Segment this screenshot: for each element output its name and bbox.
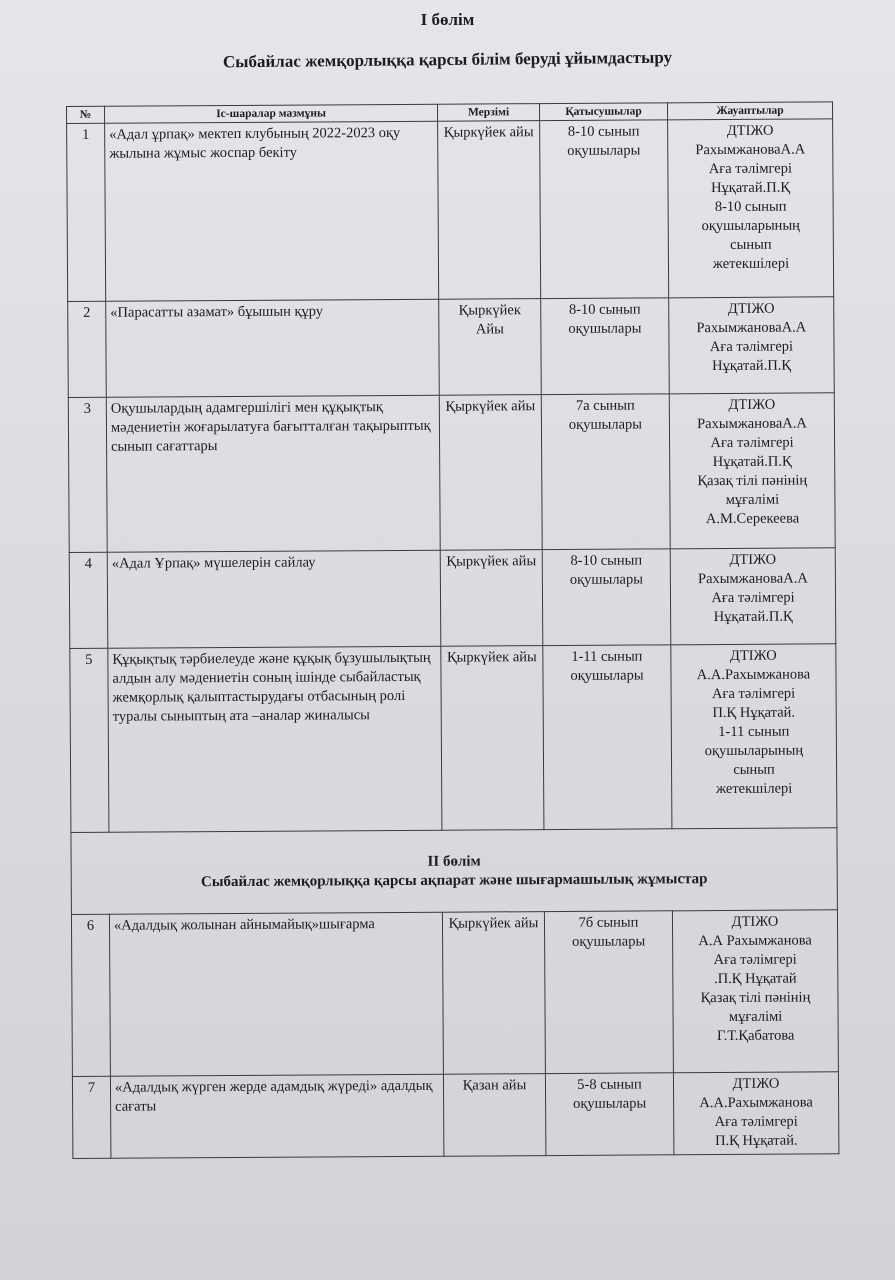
responsible-line: ДТІЖО [727, 300, 775, 317]
row-term: Қазан айы [443, 1074, 545, 1157]
row-responsible [671, 644, 837, 829]
responsible-line: Аға тәлімгері [711, 685, 796, 703]
responsible-line: Нұқатай.П.Қ [713, 608, 793, 626]
responsible-line: Аға тәлімгері [711, 589, 795, 607]
responsible-line: П.Қ Нұқатай. [712, 704, 796, 722]
responsible-line: Аға тәлімгері [713, 951, 797, 969]
row-responsible [673, 1072, 838, 1155]
row-term: Қыркүйек айы [442, 912, 545, 1075]
section-2-row [71, 828, 837, 915]
row-num: 7 [72, 1076, 111, 1158]
row-responsible [672, 910, 838, 1073]
row-content: Оқушылардың адамгершілігі мен құқықтық мәдениетін жоғарылатуға бағытталған тақырыптық сынып сағаттары [106, 395, 440, 552]
row-term: Қыркүйек Айы [439, 299, 542, 396]
responsible-line: РахымжановаА.А [696, 319, 807, 337]
header-content: Іс-шаралар мазмұны [105, 104, 438, 123]
row-participants: 7б сынып оқушылары [544, 911, 673, 1074]
row-num: 4 [69, 552, 108, 648]
section-2-title: II бөлім [427, 853, 481, 870]
row-term: Қыркүйек айы [441, 646, 544, 831]
row-participants: 8-10 сынып оқушылары [541, 298, 670, 395]
row-content: «Адалдық жолынан айнымайық»шығарма [109, 912, 443, 1076]
responsible-line: ДТІЖО [729, 647, 777, 664]
row-participants: 8-10 сынып оқушылары [540, 120, 669, 299]
responsible-line: Аға тәлімгері [714, 1113, 798, 1131]
responsible-line: Нұқатай.П.Қ [712, 357, 792, 375]
header-participants: Қатысушылар [539, 103, 667, 121]
responsible-line: РахымжановаА.А [697, 415, 807, 433]
header-num: № [67, 106, 105, 123]
header-term: Мерзімі [437, 104, 539, 122]
responsible-line: ДТІЖО [726, 122, 774, 139]
row-responsible [668, 119, 834, 298]
responsible-line: ДТІЖО [732, 1075, 780, 1092]
row-num: 2 [68, 301, 107, 397]
responsible-line: Аға тәлімгері [708, 160, 793, 178]
responsible-line: Г.Т.Қабатова [716, 1027, 795, 1045]
table-row [67, 119, 834, 302]
row-participants: 8-10 сынып оқушылары [542, 549, 671, 646]
row-responsible [669, 393, 835, 549]
responsible-line: мұғалімі [728, 1008, 783, 1025]
responsible-line: Нұқатай.П.Қ [710, 179, 791, 197]
row-content: «Адалдық жүрген жерде адамдық жүреді» адалдық сағаты [110, 1074, 443, 1158]
responsible-line: А.А.Рахымжанова [696, 666, 811, 684]
table-row [69, 548, 836, 649]
responsible-line: .П.Қ Нұқатай [714, 970, 797, 988]
row-participants: 1-11 сынып оқушылары [543, 645, 672, 830]
row-num: 6 [71, 914, 110, 1076]
header-responsible: Жауаптылар [667, 102, 832, 120]
row-participants: 7а сынып оқушылары [541, 394, 670, 550]
responsible-line: сынып [733, 761, 775, 778]
row-content: «Адал ұрпақ» мектеп клубының 2022-2023 оқу жылына жұмыс жоспар бекіту [105, 121, 439, 301]
row-term: Қыркүйек айы [440, 550, 543, 647]
responsible-line: жетекшілері [716, 780, 793, 798]
responsible-line: 8-10 сынып [714, 198, 787, 216]
row-content: «Адал Ұрпақ» мүшелерін сайлау [107, 550, 441, 648]
responsible-line: жетекшілері [712, 255, 790, 273]
row-participants: 5-8 сынып оқушылары [545, 1073, 673, 1156]
responsible-line: Қазақ тілі пәнінің [697, 472, 808, 490]
responsible-line: А.А Рахымжанова [698, 932, 812, 950]
table-row [72, 1072, 838, 1159]
plan-table [66, 101, 839, 1159]
section-2-subtitle: Сыбайлас жемқорлыққа қарсы ақпарат және шығармашылық жұмыстар [200, 871, 708, 891]
row-content: «Парасатты азамат» бұышын құру [106, 299, 440, 397]
responsible-line: ДТІЖО [731, 913, 779, 930]
row-term: Қыркүйек айы [439, 395, 542, 551]
row-num: 3 [68, 397, 107, 552]
table-row [68, 297, 835, 398]
row-responsible [669, 297, 835, 394]
responsible-line: Қазақ тілі пәнінің [700, 989, 811, 1007]
row-responsible [670, 548, 836, 645]
responsible-line: Аға тәлімгері [710, 434, 794, 452]
row-num: 5 [70, 648, 109, 832]
responsible-line: 1-11 сынып [718, 723, 790, 741]
responsible-line: П.Қ Нұқатай. [715, 1132, 798, 1150]
responsible-line: оқушыларының [704, 742, 804, 760]
responsible-line: А.А.Рахымжанова [699, 1094, 813, 1112]
table-row [71, 910, 838, 1077]
section-1-subtitle: Сыбайлас жемқорлыққа қарсы білім беруді ұйымдастыру [222, 47, 673, 72]
section-1-title: I бөлім [420, 10, 475, 29]
responsible-line: ДТІЖО [729, 551, 777, 568]
row-num: 1 [67, 123, 106, 301]
responsible-line: ДТІЖО [728, 396, 776, 413]
row-term: Қыркүйек айы [438, 121, 541, 300]
table-row [68, 393, 835, 553]
responsible-line: РахымжановаА.А [697, 570, 808, 588]
responsible-line: сынып [730, 236, 772, 253]
section-2-header [71, 828, 837, 915]
responsible-line: Аға тәлімгері [709, 338, 794, 356]
row-content: Құқықтық тәрбиелеуде және құқық бұзушылықтың алдын алу мәдениетін соның ішінде сыбайластық жемқорлық қалыптастырудағы отбасының ролі туралы сыныптың ата –аналар жиналысы [108, 646, 442, 832]
responsible-line: оқушыларының [701, 217, 800, 235]
responsible-line: мұғалімі [725, 491, 780, 508]
table-row [70, 644, 837, 833]
responsible-line: А.М.Серекеева [705, 510, 800, 528]
responsible-line: Нұқатай.П.Қ [712, 453, 792, 471]
responsible-line: РахымжановаА.А [695, 141, 806, 159]
